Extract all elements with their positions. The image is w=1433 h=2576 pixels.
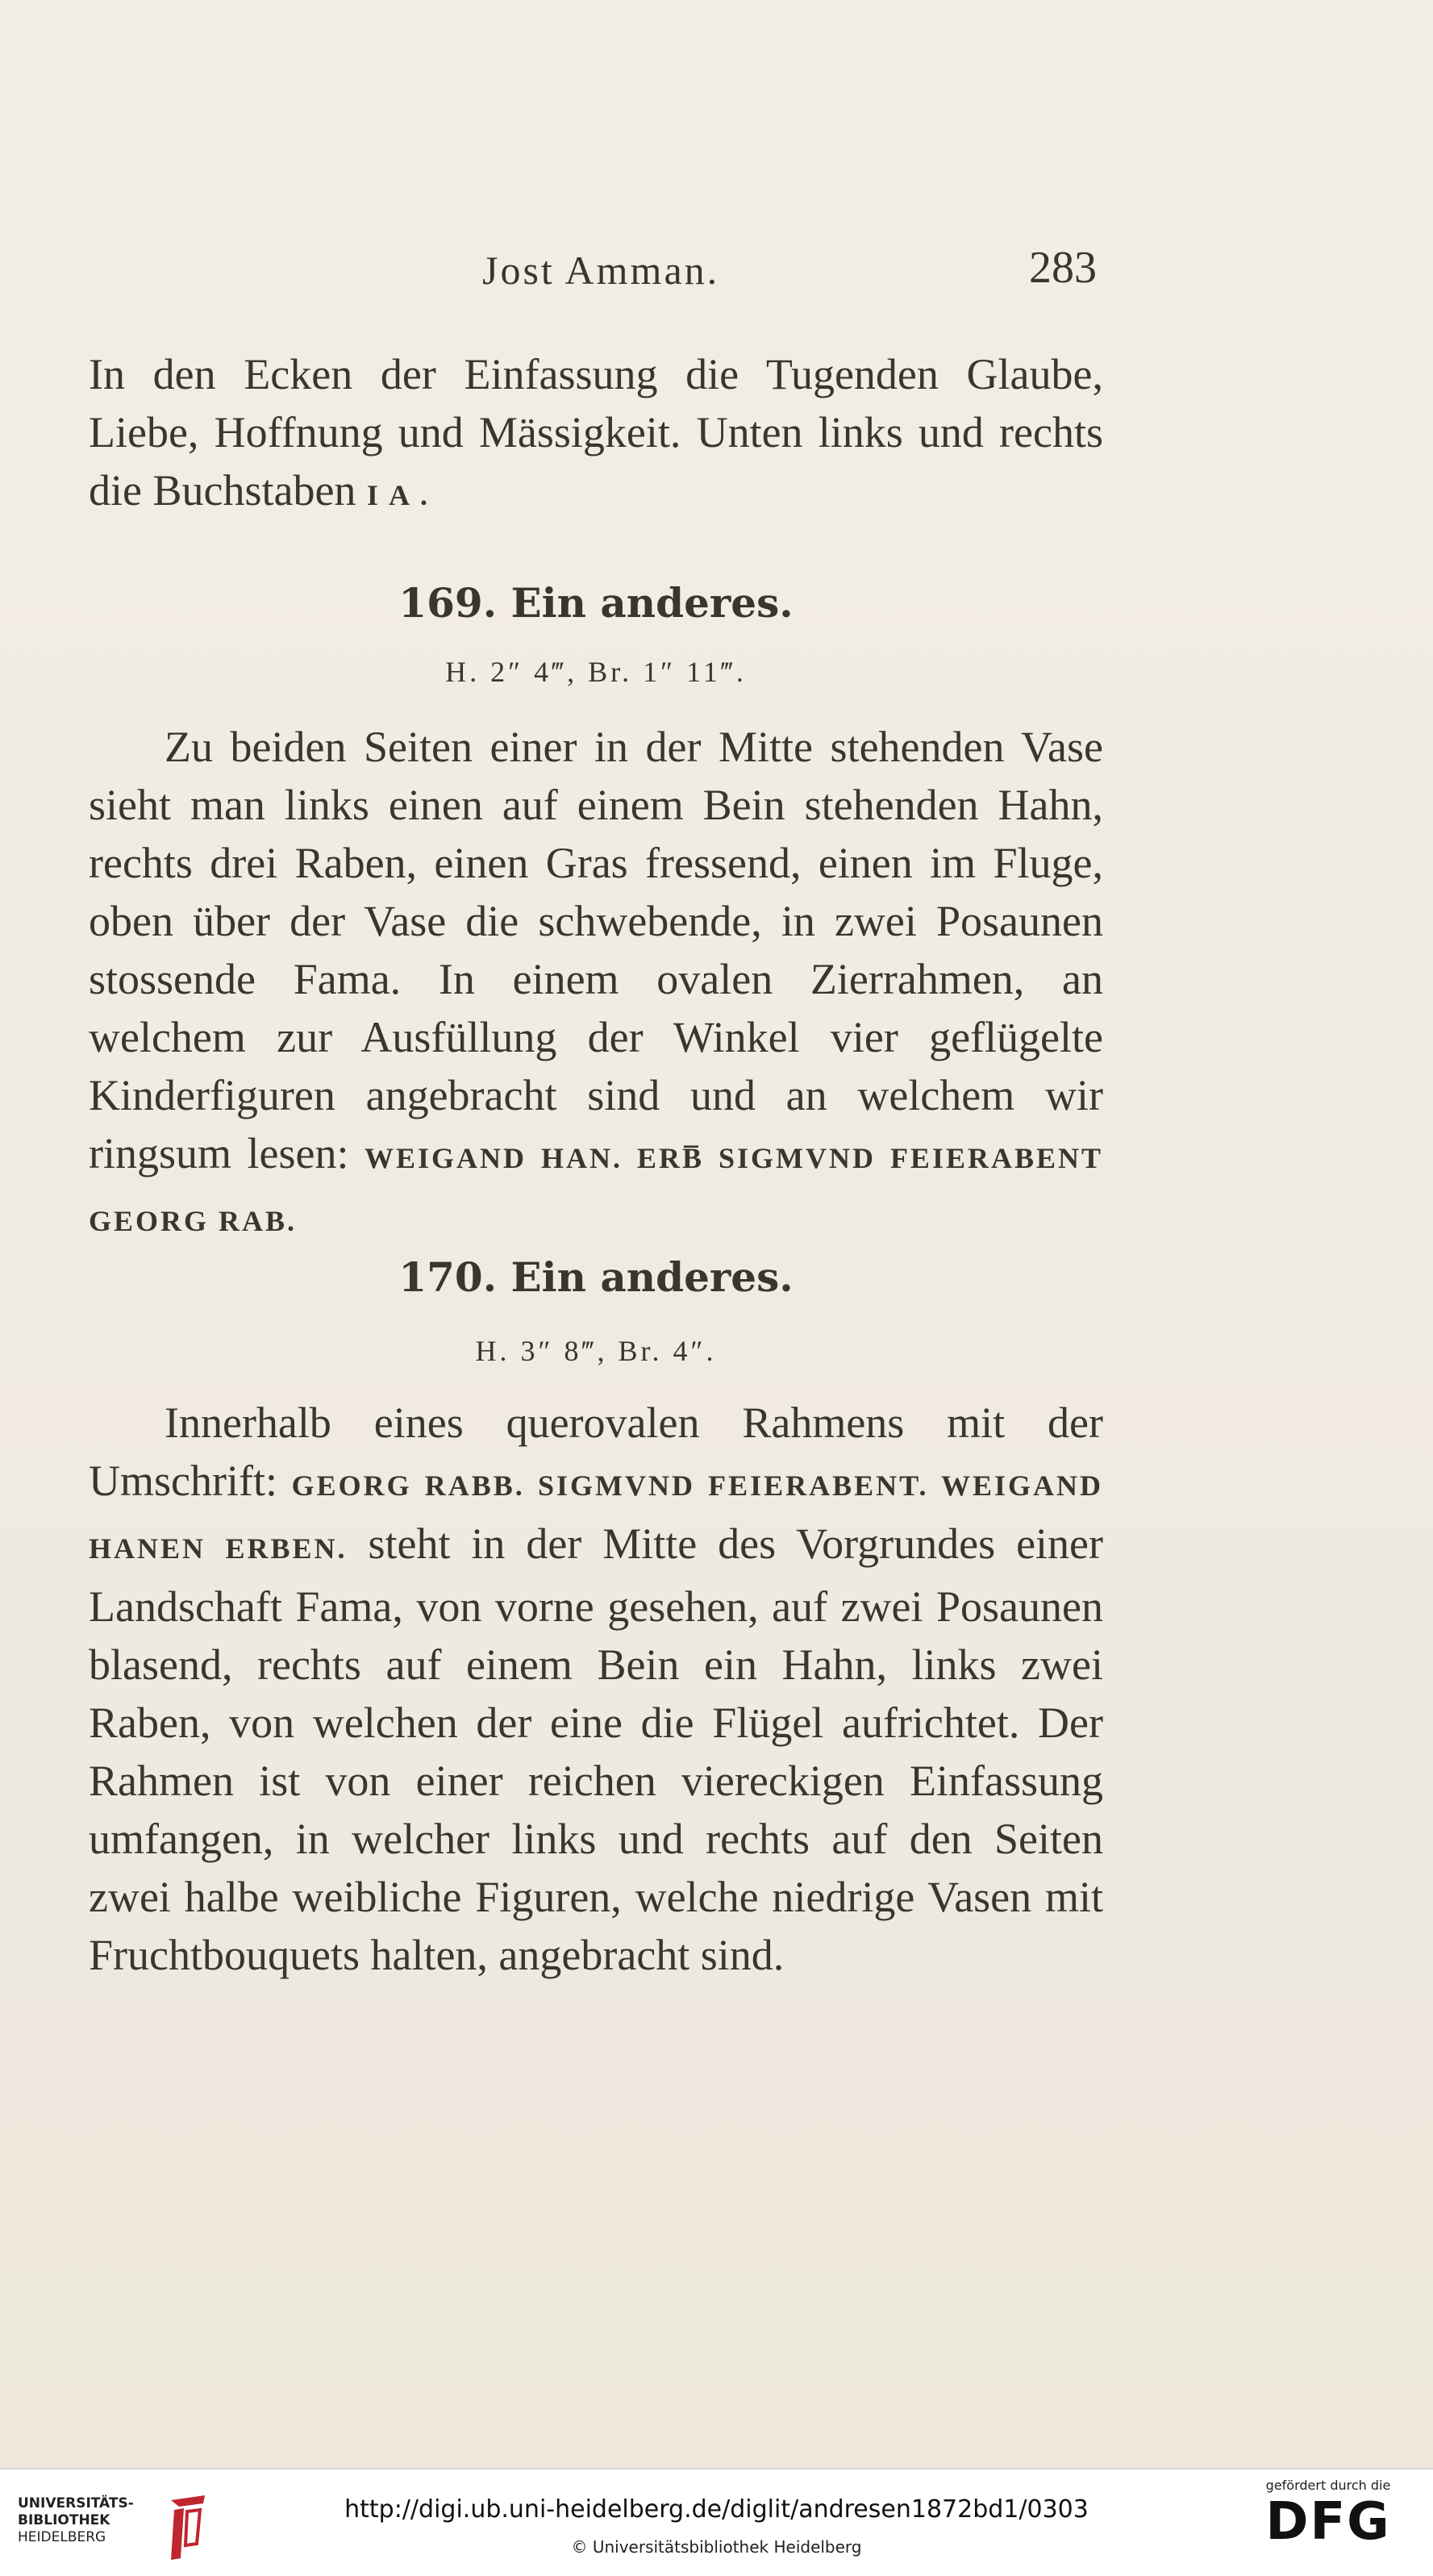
dfg-funding[interactable]	[1248, 2478, 1409, 2568]
entry-170-inscription: GEORG RABB. SIGMVND FEIERABENT. WEIGAND HANEN ERBEN.	[89, 1469, 1104, 1565]
entry-169-inscription: WEIGAND HAN. ERB̅ SIGMVND FEIERABENT GEORG RAB.	[89, 1142, 1103, 1237]
running-title: Jost Amman.	[482, 248, 720, 293]
library-name: UNIVERSITÄTS- BIBLIOTHEK HEIDELBERG	[18, 2495, 134, 2545]
entry-170-text-after: steht in der Mitte des Vorgrundes einer Landschaft Fama, von vorne gesehen, auf zwei Posaunen blasend, rechts auf einem Bein ein Hahn, links zwei Raben, von welchen der eine die Flügel aufrichtet. Der Rahmen ist von einer reichen viereckigen Einfassung umfangen, in welcher links und rechts auf den Seiten zwei halbe weibliche Figuren, welche niedrige Vasen mit Fruchtbouquets halten, angebracht sind.	[89, 1519, 1104, 1979]
page-header	[89, 242, 1097, 306]
funding-caption: gefördert durch die	[1265, 2478, 1391, 2493]
intro-paragraph	[89, 345, 1103, 524]
entry-170-heading: 170. Ein anderes.	[398, 1253, 794, 1301]
copyright-notice: © Universitätsbibliothek Heidelberg	[571, 2537, 862, 2557]
entry-169-dimensions: H. 2″ 4‴, Br. 1″ 11‴.	[445, 656, 747, 688]
intro-letters: I A .	[366, 479, 430, 511]
entry-169-heading: 169. Ein anderes.	[398, 579, 794, 627]
dfg-logo: DFG	[1265, 2492, 1391, 2552]
footer-bar	[0, 2468, 1433, 2576]
entry-170-text-before: Innerhalb eines querovalen Rahmens mit der Umschrift:	[89, 1398, 1103, 1505]
page-number: 283	[1029, 243, 1097, 293]
intro-text: In den Ecken der Einfassung die Tugenden Glaube, Liebe, Hoffnung und Mässigkeit. Unten links und rechts die Buchstaben	[89, 350, 1103, 515]
entry-170-dimensions: H. 3″ 8‴, Br. 4″.	[475, 1335, 717, 1367]
permalink-url[interactable]: http://digi.ub.uni-heidelberg.de/diglit/andresen1872bd1/0303	[344, 2495, 1089, 2524]
entry-170-paragraph	[89, 1394, 1103, 1984]
entry-169-paragraph	[89, 718, 1103, 1250]
entry-169-text: Zu beiden Seiten einer in der Mitte stehenden Vase sieht man links einen auf einem Bein stehenden Hahn, rechts drei Raben, einen Gras fressend, einen im Fluge, oben über der Vase die schwebende, in zwei Posaunen stossende Fama. In einem ovalen Zierrahmen, an welchem zur Ausfüllung der Winkel vier geflügelte Kinderfiguren angebracht sind und an welchem wir ringsum lesen:	[89, 723, 1103, 1178]
